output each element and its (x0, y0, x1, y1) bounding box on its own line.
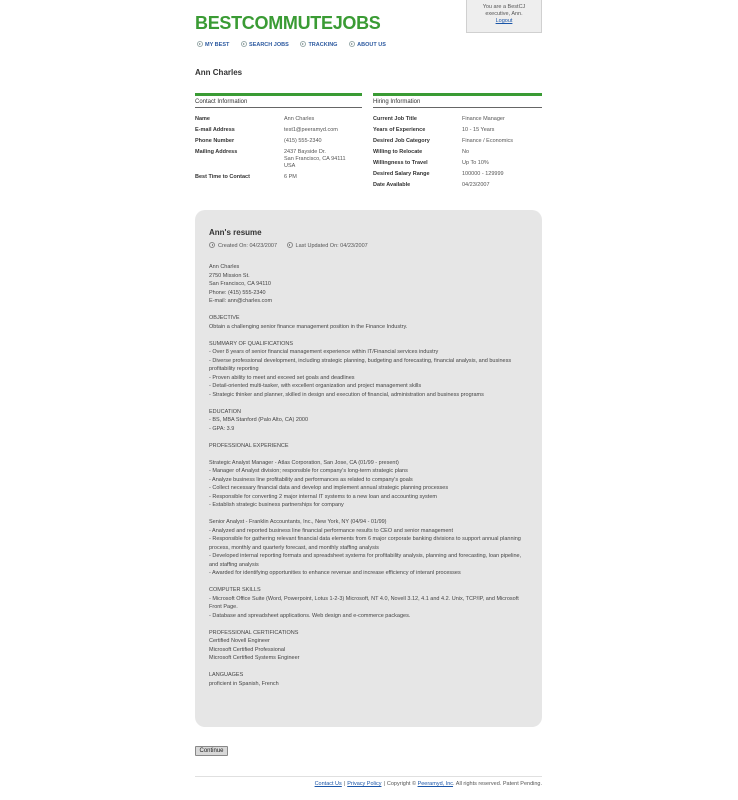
resume-line: - Awarded for identifying opportunities to enhance revenue and increase efficiency of interanl processes (209, 570, 461, 576)
resume-line: San Francisco, CA 94110 (209, 281, 271, 287)
resume-section (209, 518, 528, 578)
footer (315, 781, 542, 787)
resume-line: LANGUAGES (209, 672, 244, 678)
nav-label: SEARCH JOBS (249, 42, 289, 48)
resume-line: - Diverse professional development, including strategic planning, budgeting and forecasting, financial analysis, and business profitability reporting (209, 357, 512, 372)
contact-rows (195, 116, 362, 181)
resume-section (209, 442, 528, 451)
info-value: 10 - 15 Years (462, 127, 495, 133)
logout-link[interactable]: Logout (495, 18, 513, 24)
info-label: Current Job Title (373, 116, 417, 122)
created-date (209, 242, 277, 249)
resume-line: EDUCATION (209, 408, 241, 415)
resume-line: SUMMARY OF QUALIFICATIONS (209, 340, 294, 347)
info-label: Phone Number (195, 138, 235, 144)
copyright-prefix: Copyright © (386, 781, 417, 787)
nav-label: MY BEST (205, 42, 230, 48)
info-row (373, 116, 542, 123)
nav-search-jobs[interactable] (241, 41, 289, 48)
footer-separator: | (343, 781, 346, 787)
info-label: Best Time to Contact (195, 174, 250, 180)
resume-line: OBJECTIVE (209, 315, 240, 321)
main-nav (197, 41, 396, 48)
resume-line: - Collect necessary financial data and develop and implement annual strategic planning processes (209, 485, 449, 491)
info-label: Mailing Address (195, 149, 238, 155)
resume-line: - Over 8 years of senior financial management experience within IT/Financial services industry (209, 349, 439, 355)
created-text: Created On: 04/23/2007 (218, 243, 278, 249)
logo[interactable] (195, 13, 381, 34)
info-label: Willingness to Travel (373, 160, 428, 166)
resume-line: - Detail-oriented multi-tasker, with excellent organization and project management skills (209, 383, 422, 389)
arrow-circle-icon (349, 41, 355, 47)
info-row (373, 127, 542, 134)
resume-line: - GPA: 3.9 (209, 425, 235, 432)
resume-section (209, 586, 528, 620)
resume-line: - Strategic thinker and planner, skilled in design and execution of financial, administration and business programs (209, 391, 484, 398)
resume-body (209, 263, 528, 688)
resume-line: COMPUTER SKILLS (209, 587, 261, 593)
clock-icon (209, 242, 215, 248)
info-value: test1@peeramyd.com (284, 127, 338, 133)
info-value: 04/23/2007 (462, 182, 490, 188)
resume-section (209, 629, 528, 663)
info-label: Desired Salary Range (373, 171, 430, 177)
resume-line: Ann Charles (209, 264, 240, 270)
info-value: (415) 555-2340 (284, 138, 322, 144)
info-label: Willing to Relocate (373, 149, 423, 155)
resume-line: PROFESSIONAL CERTIFICATIONS (209, 629, 299, 636)
resume-line: - Database and spreadsheet applications. Web design and e-commerce packages. (209, 612, 411, 619)
resume-line: 2750 Mission St. (209, 272, 250, 279)
hiring-information-panel (373, 93, 542, 193)
info-row (373, 160, 542, 167)
resume-line: Obtain a challenging senior finance management position in the Finance Industry. (209, 323, 408, 330)
info-value: Up To 10% (462, 160, 489, 166)
info-value: 6 PM (284, 174, 297, 180)
info-label: Years of Experience (373, 127, 426, 133)
resume-line: - BS, MBA Stanford (Palo Alto, CA) 2000 (209, 417, 309, 423)
logo-text: BESTCOMMUTEJOBS (195, 13, 381, 33)
info-value: 2437 Bayside Dr. San Francisco, CA 94111 USA (284, 149, 346, 169)
contact-us-link[interactable]: Contact Us (314, 781, 342, 787)
info-row (195, 127, 362, 134)
resume-line: Senior Analyst - Franklin Accountants, Inc., New York, NY (04/94 - 01/99) (209, 519, 387, 525)
resume-line: - Analyzed and reported business line financial performance results to CEO and senior management (209, 527, 453, 534)
info-row (195, 138, 362, 145)
resume-line: - Responsible for gathering relevant financial data elements from 6 major corporate banking divisions to support annual planning process, monthly and quarterly forecast, and monthly staffing analysis (209, 536, 521, 551)
updated-text: Last Updated On: 04/23/2007 (295, 243, 368, 249)
arrow-circle-icon (197, 41, 203, 47)
resume-line: Microsoft Certified Systems Engineer (209, 655, 300, 661)
nav-tracking[interactable] (300, 41, 337, 48)
nav-label: TRACKING (308, 42, 338, 48)
resume-title: Ann's resume (209, 228, 262, 237)
info-value: Ann Charles (284, 116, 315, 122)
resume-line: Microsoft Certified Professional (209, 646, 286, 653)
footer-separator: | (383, 781, 385, 787)
resume-line: Phone: (415) 555-2340 (209, 289, 266, 296)
info-row (195, 116, 362, 123)
resume-line: proficient in Spanish, French (209, 680, 279, 687)
resume-section (209, 263, 528, 306)
resume-box (195, 210, 542, 727)
hiring-rows (373, 116, 542, 189)
info-label: Name (195, 116, 210, 122)
info-value: Finance / Economics (462, 138, 514, 144)
candidate-name: Ann Charles (195, 68, 243, 77)
clock-icon (287, 242, 293, 248)
info-value: No (462, 149, 470, 155)
resume-section (209, 408, 528, 434)
panel-title: Contact Information (195, 96, 362, 108)
resume-line: - Establish strategic business partnerships for company (209, 502, 344, 508)
copyright-suffix: . All rights reserved. Patent Pending. (453, 781, 542, 787)
resume-section (209, 340, 528, 400)
info-row (373, 182, 542, 189)
nav-my-best[interactable] (197, 41, 229, 48)
resume-meta (209, 242, 528, 249)
info-label: Desired Job Category (373, 138, 430, 144)
updated-date (287, 242, 368, 249)
resume-line: E-mail: ann@charles.com (209, 298, 273, 304)
arrow-circle-icon (241, 41, 247, 47)
info-row (373, 171, 542, 178)
nav-about-us[interactable] (349, 41, 386, 48)
resume-line: - Microsoft Office Suite (Word, Powerpoint, Lotus 1-2-3) Microsoft, NT 4.0, Novell 3.12, 4.1 and 4.2. Unix, TCP/IP, and Microsoft Front Page. (209, 595, 519, 610)
resume-line: - Responsible for converting 2 major internal IT systems to a new loan and accounting system (209, 493, 437, 500)
info-row (195, 174, 362, 181)
resume-line: Strategic Analyst Manager - Atlas Corporation, San Jose, CA (01/99 - present) (209, 459, 399, 466)
resume-line: - Developed internal reporting formats and spreadsheet systems for profitability analysis, planning and forecasting, loan pipeline, and staffing analysis (209, 553, 522, 568)
info-value: 100000 - 129999 (462, 171, 504, 177)
panel-title: Hiring Information (373, 96, 542, 108)
info-row (373, 138, 542, 145)
info-label: Date Available (373, 182, 411, 188)
company-link[interactable]: Peeramyd, Inc (417, 781, 454, 787)
resume-line: PROFESSIONAL EXPERIENCE (209, 442, 289, 449)
resume-line: - Proven ability to meet and exceed set goals and deadlines (209, 374, 355, 381)
privacy-policy-link[interactable]: Privacy Policy (347, 781, 382, 787)
resume-section (209, 671, 528, 688)
user-box (466, 0, 542, 33)
arrow-circle-icon (300, 41, 306, 47)
info-value: Finance Manager (462, 116, 505, 122)
user-box-line1: You are a BestCJ (482, 4, 526, 10)
continue-button[interactable]: Continue (195, 746, 228, 756)
contact-information-panel (195, 93, 362, 185)
resume-line: Certified Novell Engineer (209, 638, 270, 644)
info-label: E-mail Address (195, 127, 235, 133)
info-row (195, 149, 362, 170)
nav-label: ABOUT US (357, 42, 386, 48)
user-box-line2: executive, Ann. (485, 11, 523, 17)
resume-line: - Manager of Analyst division; responsible for company's long-term strategic plans (209, 468, 408, 474)
footer-divider (195, 776, 542, 777)
info-row (373, 149, 542, 156)
resume-line: - Analyze business line profitability and performances as related to company's goals (209, 476, 413, 483)
resume-section (209, 314, 528, 331)
resume-section (209, 459, 528, 510)
